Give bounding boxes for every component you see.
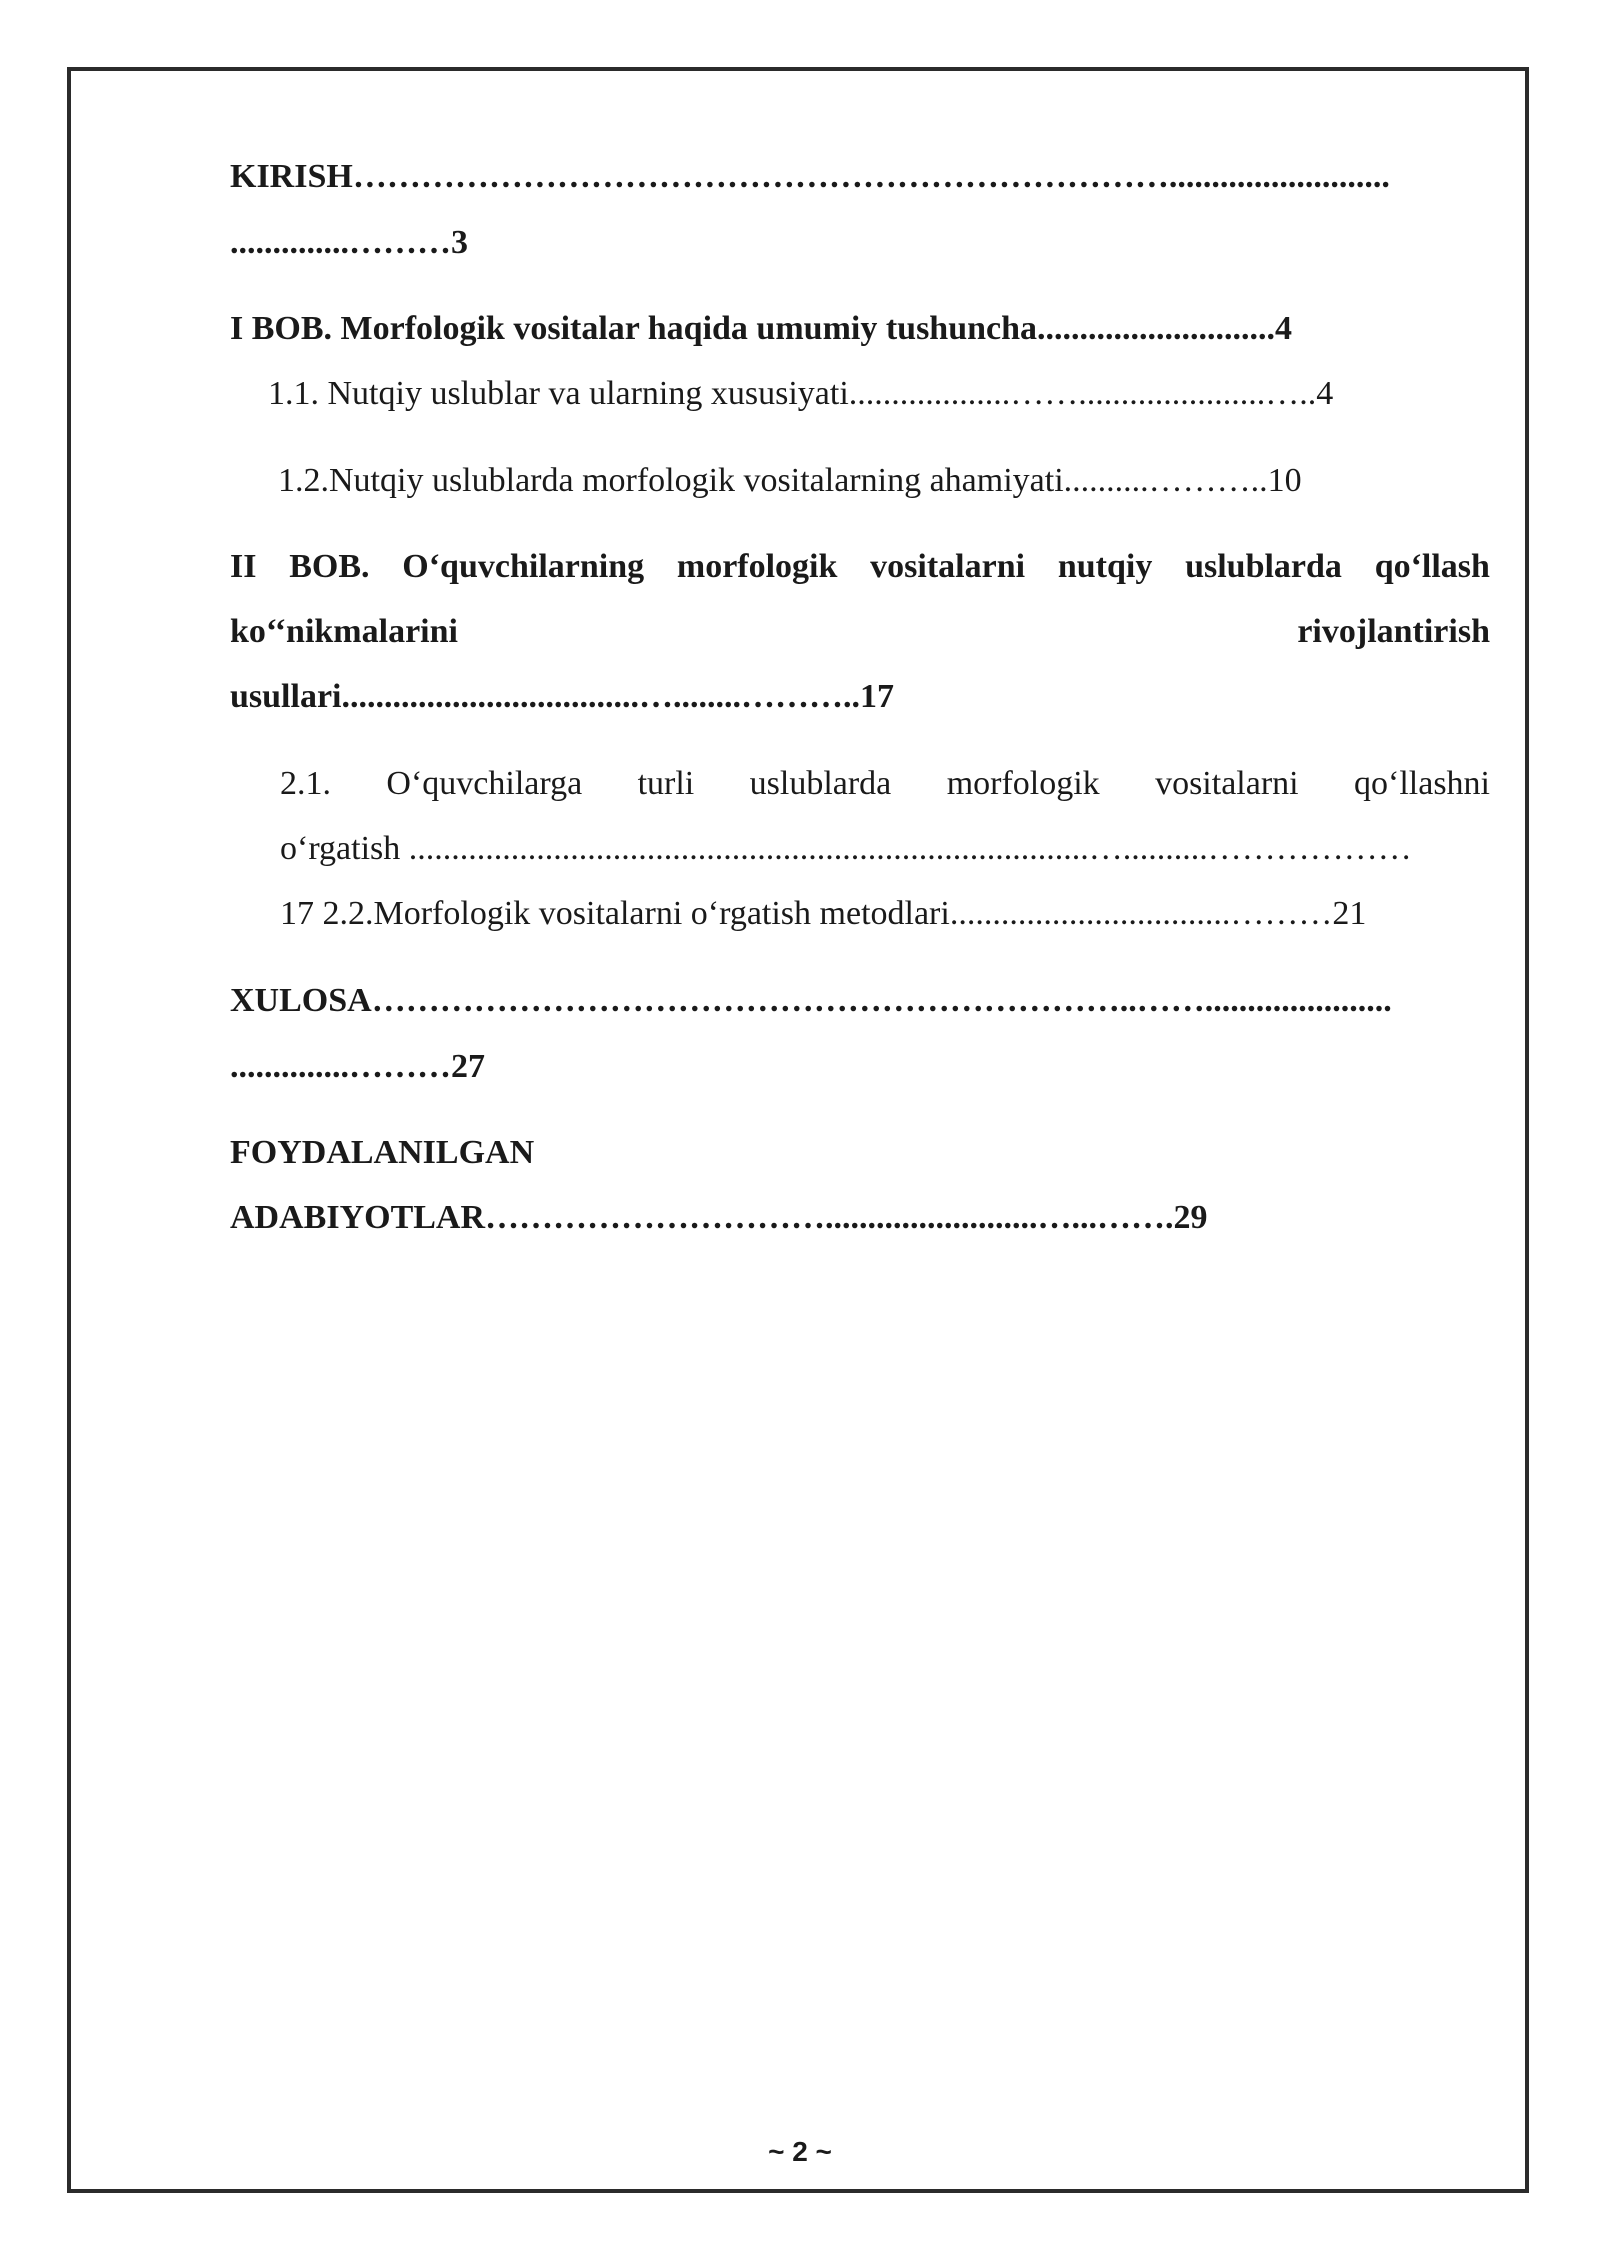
toc-foydalanilgan-line2: ADABIYOTLAR………………………….........................…...…….29 xyxy=(230,1199,1208,1236)
toc-bob2-sub1-line3: 17 2.2.Morfologik vositalarni o‘rgatish metodlari.................................………21 xyxy=(280,895,1367,932)
toc-kirish-line1: KIRISH……………………………………………………………….......................... xyxy=(230,158,1390,195)
toc-kirish-line2: ..............………3 xyxy=(230,224,468,261)
toc-bob2-line1: II BOB. O‘quvchilarning morfologik vositalarni nutqiy uslublarda qo‘llash xyxy=(230,548,1490,585)
toc-bob2-sub1-line1: 2.1. O‘quvchilarga turli uslublarda morfologik vositalarni qo‘llashni xyxy=(280,765,1490,802)
toc-bob1-title: I BOB. Morfologik vositalar haqida umumiy tushuncha............................4 xyxy=(230,310,1293,347)
toc-bob2-sub1-line2: o‘rgatish ................................................................................…..........……………… xyxy=(280,830,1412,867)
toc-bob1-sub2: 1.2.Nutqiy uslublarda morfologik vositalarning ahamiyati..........………..10 xyxy=(278,462,1302,499)
page-number: ~ 2 ~ xyxy=(768,2136,832,2167)
toc-bob2-line3: usullari...................................…........………..17 xyxy=(230,678,894,715)
toc-xulosa-line1: XULOSA…………………………………………………………..……...................... xyxy=(230,982,1392,1019)
toc-foydalanilgan-line1: FOYDALANILGAN xyxy=(230,1134,535,1171)
toc-bob1-sub1: 1.1. Nutqiy uslublar va ularning xususiyati...................……......................…..4 xyxy=(268,375,1334,412)
toc-xulosa-line2: ..............………27 xyxy=(230,1048,485,1085)
toc-bob2-line2: ko‘‘nikmalarini rivojlantirish xyxy=(230,613,1490,650)
